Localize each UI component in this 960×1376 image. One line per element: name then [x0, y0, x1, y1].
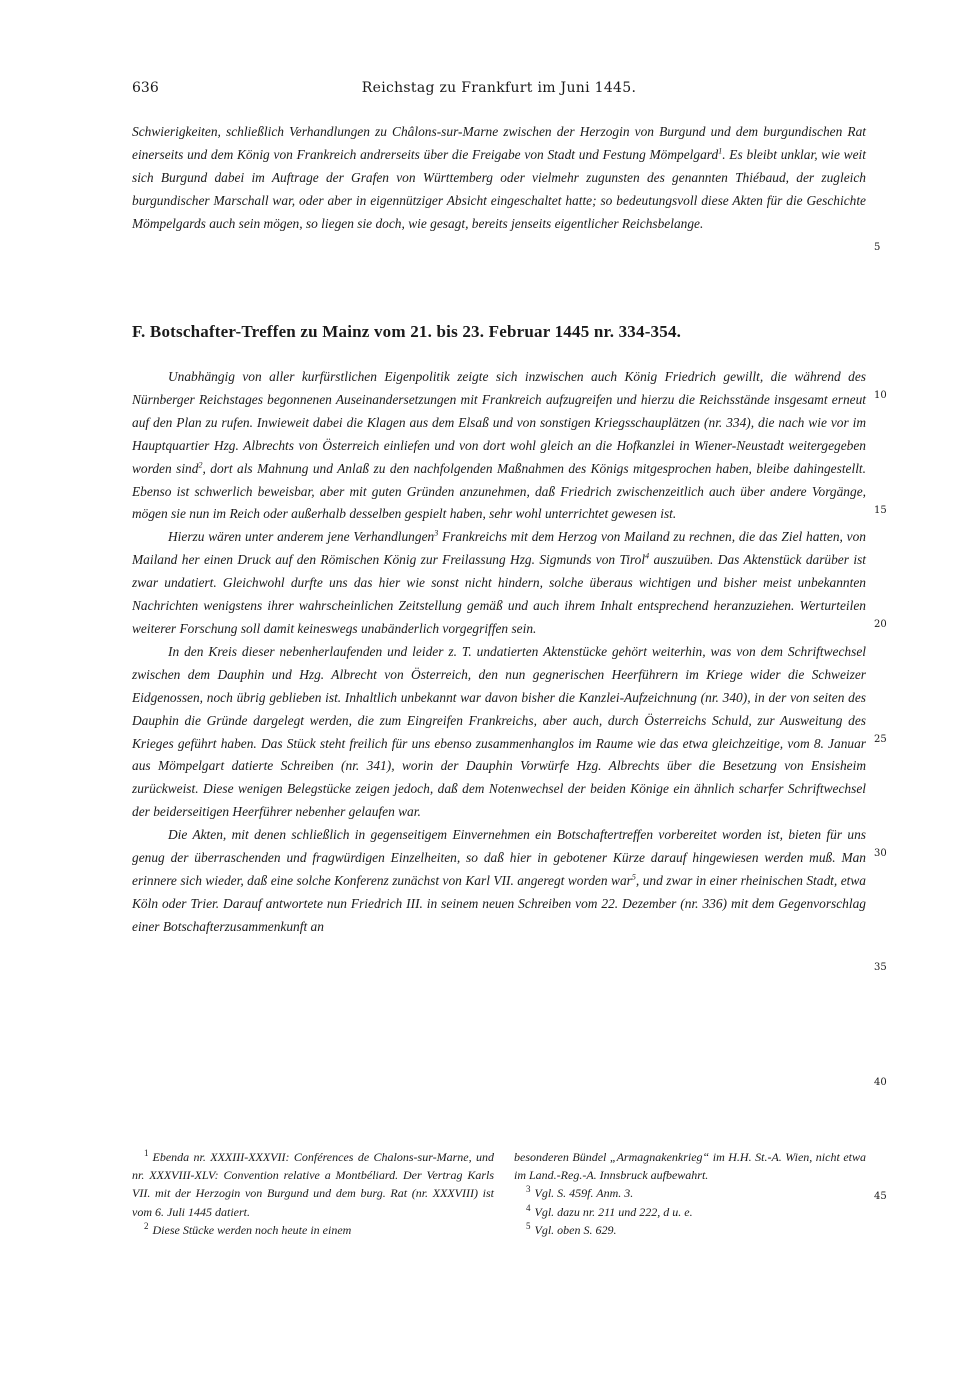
line-number: 10: [874, 390, 887, 401]
running-head: [132, 80, 866, 100]
line-number: 45: [874, 1191, 887, 1202]
line-number: 30: [874, 848, 887, 859]
line-number: 25: [874, 734, 887, 745]
footnote: $^1$ Ebenda nr. XXXIII-XXXVII: Conférences de Chalons-sur-Marne, und nr. XXXVIII-XLV: Convention relative a Montbéliard. Der Vertrag Karls VII. mit der Herzogin von Burgund und dem burg. Rat (nr. XXXVIII) ist vom 6. Juli 1445 datiert.: [132, 1148, 494, 1219]
footnote: $^3$ Vgl. S. 459f. Anm. 3.: [526, 1184, 634, 1201]
intro-paragraph: Schwierigkeiten, schließlich Verhandlungen zu Châlons-sur-Marne zwischen der Herzogin von Burgund und dem burgundischen Rat einerseits und dem König von Frankreich andrerseits über die Freigabe von Stadt und Festung Mömpelgard$^1$. Es bleibt unklar, wie weit sich Burgund dabei im Auftrage der Grafen von Württemberg oder vielmehr zugunsten des genannten Thiébaud, der zugleich burgundischer Marschall war, oder aber in eigennütziger Absicht eingeschaltet hatte; so bedeutungsvoll diese Akten für die Geschichte Mömpelgards auch sein mögen, so liegen sie doch, wie gesagt, bereits jenseits eigentlicher Reichsbelange.: [132, 124, 866, 231]
footnote: $^4$ Vgl. dazu nr. 211 und 222, d u. e.: [526, 1202, 693, 1219]
page-number: 636: [132, 80, 159, 96]
section-heading: F. Botschafter-Treffen zu Mainz vom 21. bis 23. Februar 1445 nr. 334-354.: [132, 322, 682, 341]
footnote-column-left: [132, 1148, 494, 1239]
footnote: $^5$ Vgl. oben S. 629.: [526, 1220, 617, 1237]
paragraph: In den Kreis dieser nebenherlaufenden und leider z. T. undatierten Aktenstücke gehört weiterhin, was von dem Schriftwechsel zwischen dem Dauphin und Hzg. Albrecht von Österreich, den nun gegnerischen Heerführern im Kriege wider die Schweizer Eidgenossen, noch übrig geblieben ist. Inhaltlich unbekannt war davon bisher die Kanzlei-Aufzeichnung (nr. 340), in der von seiten des Dauphin die Gründe dargelegt werden, die zum Eingreifen Frankreichs, aber auch, durch Österreichs Schuld, zur Ausweitung des Krieges geführt haben. Das Stück steht freilich für uns ebenso zusammenhanglos im Raume wie das etwa gleichzeitige, vom 8. Januar aus Mömpelgart datierte Schreiben (nr. 341), worin der Dauphin Vorwürfe Hzg. Albrechts über die Besetzung von Ensisheim zurückweist. Diese wenigen Belegstücke zeigen jedoch, daß dem Notenwechsel der beiden Könige ein ähnlich scharfer Schriftwechsel der beiderseitigen Heerführer nebenher gelaufen war.: [132, 643, 866, 820]
paragraph: Die Akten, mit denen schließlich in gegenseitigem Einvernehmen ein Botschaftertreffen vorbereitet worden ist, bieten für uns genug der überraschenden und fragwürdigen Einzelheiten, so daß hier in gebotener Kürze darauf hingewiesen werden muß. Man erinnere sich wieder, daß eine solche Konferenz zunächst von Karl VII. angeregt worden war$^5$, und zwar in einer rheinischen Stadt, etwa Köln oder Trier. Darauf antwortete nun Friedrich III. in seinem neuen Schreiben vom 22. Dezember (nr. 336) mit dem Gegenvorschlag einer Botschafterzusammenkunft an: [132, 827, 866, 934]
footnote-column-right: [514, 1148, 866, 1239]
running-title: Reichstag zu Frankfurt im Juni 1445.: [361, 80, 637, 96]
footnote-ref[interactable]: 2: [198, 460, 203, 470]
line-number: 40: [874, 1077, 887, 1088]
line-number: 15: [874, 505, 887, 516]
paragraph: Hierzu wären unter anderem jene Verhandlungen$^3$ Frankreichs mit dem Herzog von Mailand zu rechnen, die das Ziel hatten, von Mailand her einen Druck auf den Römischen König zur Freilassung Hzg. Sigmunds von Tirol$^4$ auszuüben. Das Aktenstück darüber ist zwar undatiert. Gleichwohl durfte uns das hier wie sonst nicht hindern, solche überaus wichtigen und bisher meist unbekannten Nachrichten wenigstens ihrer wahrscheinlichen Zeitstellung gemäß und auch ihrem Inhalt entsprechend heranzuziehen. Werturteilen weiterer Forschung soll damit keineswegs unabänderlich vorgegriffen sein.: [132, 528, 866, 636]
footnote-ref[interactable]: 1: [718, 146, 723, 156]
line-number: 20: [874, 619, 887, 630]
footnote: $^2$ Diese Stücke werden noch heute in einem: [144, 1220, 352, 1237]
main-text: [132, 366, 866, 939]
footnote-ref[interactable]: 3: [434, 528, 439, 538]
footnote-ref[interactable]: 5: [631, 872, 636, 882]
footnote-ref[interactable]: 4: [645, 551, 650, 561]
footnote-continuation: besonderen Bündel „Armagnakenkrieg“ im H.H. St.-A. Wien, nicht etwa im Land.-Reg.-A. Innsbruck aufbewahrt.: [514, 1150, 866, 1183]
paragraph: Unabhängig von aller kurfürstlichen Eigenpolitik zeigte sich inzwischen auch König Friedrich gewillt, die während des Nürnberger Reichstages begonnenen Auseinandersetzungen mit Frankreich aufzugreifen und hierzu die Reichsstände insgesamt erneut auf den Plan zu rufen. Inwieweit dabei die Klagen aus dem Elsaß und von sonstigen Kriegsschauplätzen (nr. 334), die nach wie vor im Hauptquartier Hzg. Albrechts von Österreich einliefen und von dort wohl gleich an die Hofkanzlei in Wiener-Neustadt weitergegeben worden sind$^2$, dort als Mahnung und Anlaß zu den nachfolgenden Maßnahmen des Königs mitgesprochen haben, bleibe dahingestellt. Ebenso ist schwerlich beweisbar, aber mit guten Gründen anzunehmen, daß Friedrich zwischenzeitlich auch über andere Vorgänge, mögen sie nun im Reich oder außerhalb desselben gespielt haben, sehr wohl unterrichtet gewesen ist.: [132, 369, 866, 522]
line-number: 35: [874, 962, 887, 973]
line-number: 5: [874, 242, 881, 253]
